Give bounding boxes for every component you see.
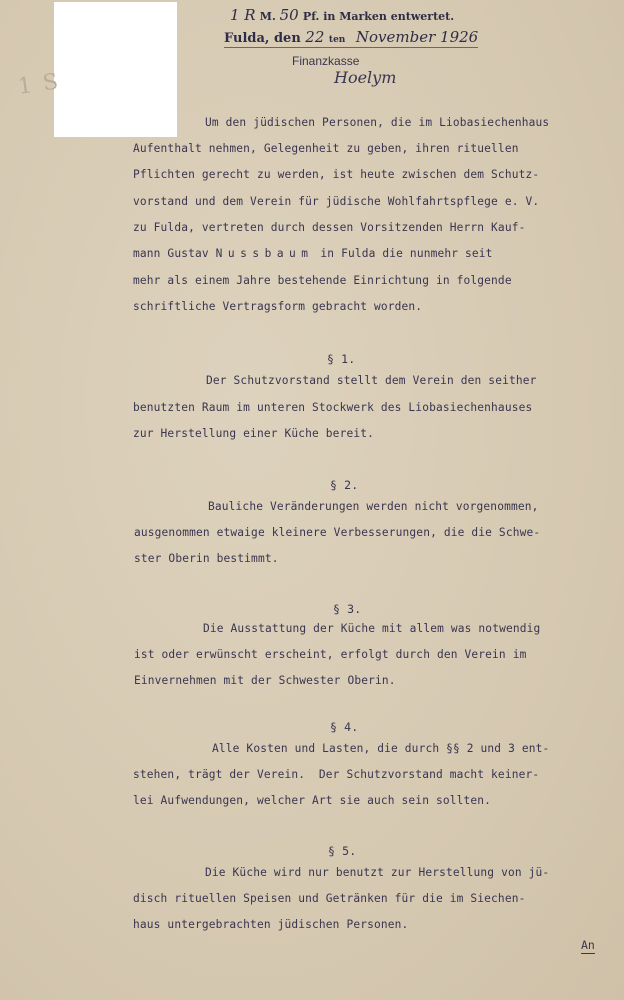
fee-stamp [230, 6, 454, 24]
section-line: ist oder erwünscht erscheint, erfolgt durch den Verein im [134, 648, 527, 661]
section-line: haus untergebrachten jüdischen Personen. [133, 918, 409, 931]
section-line: benutzten Raum im unteren Stockwerk des Liobasiechenhauses [133, 401, 533, 414]
section-line: Die Küche wird nur benutzt zur Herstellung von jü- [205, 866, 550, 879]
section-line: Alle Kosten und Lasten, die durch §§ 2 und 3 ent- [212, 742, 550, 755]
intro-line: Aufenthalt nehmen, Gelegenheit zu geben, ihren rituellen [133, 142, 519, 155]
section-line: Der Schutzvorstand stellt dem Verein den seither [206, 374, 537, 387]
date-stamp [224, 28, 478, 48]
section-line: Die Ausstattung der Küche mit allem was notwendig [203, 622, 541, 635]
intro-line: mehr als einem Jahre bestehende Einrichtung in folgende [133, 274, 512, 287]
section-line: stehen, trägt der Verein. Der Schutzvorstand macht keiner- [133, 768, 540, 781]
section-line: zur Herstellung einer Küche bereit. [133, 427, 374, 440]
section-line: Einvernehmen mit der Schwester Oberin. [134, 674, 396, 687]
margin-mark: 1 S [16, 69, 62, 100]
stamp-pf: 50 [279, 6, 299, 24]
section-line: Bauliche Veränderungen werden nicht vorgenommen, [208, 500, 539, 513]
intro-line: Um den jüdischen Personen, die im Liobasiechenhaus [205, 116, 550, 129]
catchword: An [581, 938, 595, 952]
section-heading: § 4. [330, 720, 359, 734]
section-line: ausgenommen etwaige kleinere Verbesserungen, die die Schwe- [134, 526, 541, 539]
section-line: lei Aufwendungen, welcher Art sie auch sein sollten. [133, 794, 492, 807]
stamp-suffix: Pf. in Marken entwertet. [302, 10, 455, 23]
intro-fragment: in Fulda die nunmehr seit [313, 247, 493, 260]
person-name: Nussbaum [215, 247, 314, 260]
section-line: disch rituellen Speisen und Getränken für die im Siechen- [133, 892, 526, 905]
signature: Hoelym [334, 68, 397, 87]
redacted-box [54, 2, 177, 137]
place-label: Fulda, den [224, 31, 306, 46]
intro-line: Pflichten gerecht zu werden, ist heute zwischen dem Schutz- [133, 168, 540, 181]
section-heading: § 1. [327, 352, 356, 366]
date-day: 22 [305, 28, 325, 46]
stamp-amount: 1 R [230, 6, 256, 24]
date-ten: ten [328, 35, 346, 45]
intro-line: schriftliche Vertragsform gebracht worden. [133, 300, 423, 313]
section-heading: § 3. [333, 602, 362, 616]
intro-line-name [133, 241, 493, 267]
section-heading: § 2. [330, 478, 359, 492]
intro-line: zu Fulda, vertreten durch dessen Vorsitzenden Herrn Kauf- [133, 221, 526, 234]
date-month-year: November 1926 [355, 28, 479, 46]
office-label: Finanzkasse [292, 54, 360, 68]
section-heading: § 5. [328, 844, 357, 858]
stamp-m: M. [259, 10, 280, 23]
section-line: ster Oberin bestimmt. [134, 552, 279, 565]
intro-line: vorstand und dem Verein für jüdische Wohlfahrtspflege e. V. [133, 195, 540, 208]
intro-fragment: mann Gustav [133, 247, 216, 260]
